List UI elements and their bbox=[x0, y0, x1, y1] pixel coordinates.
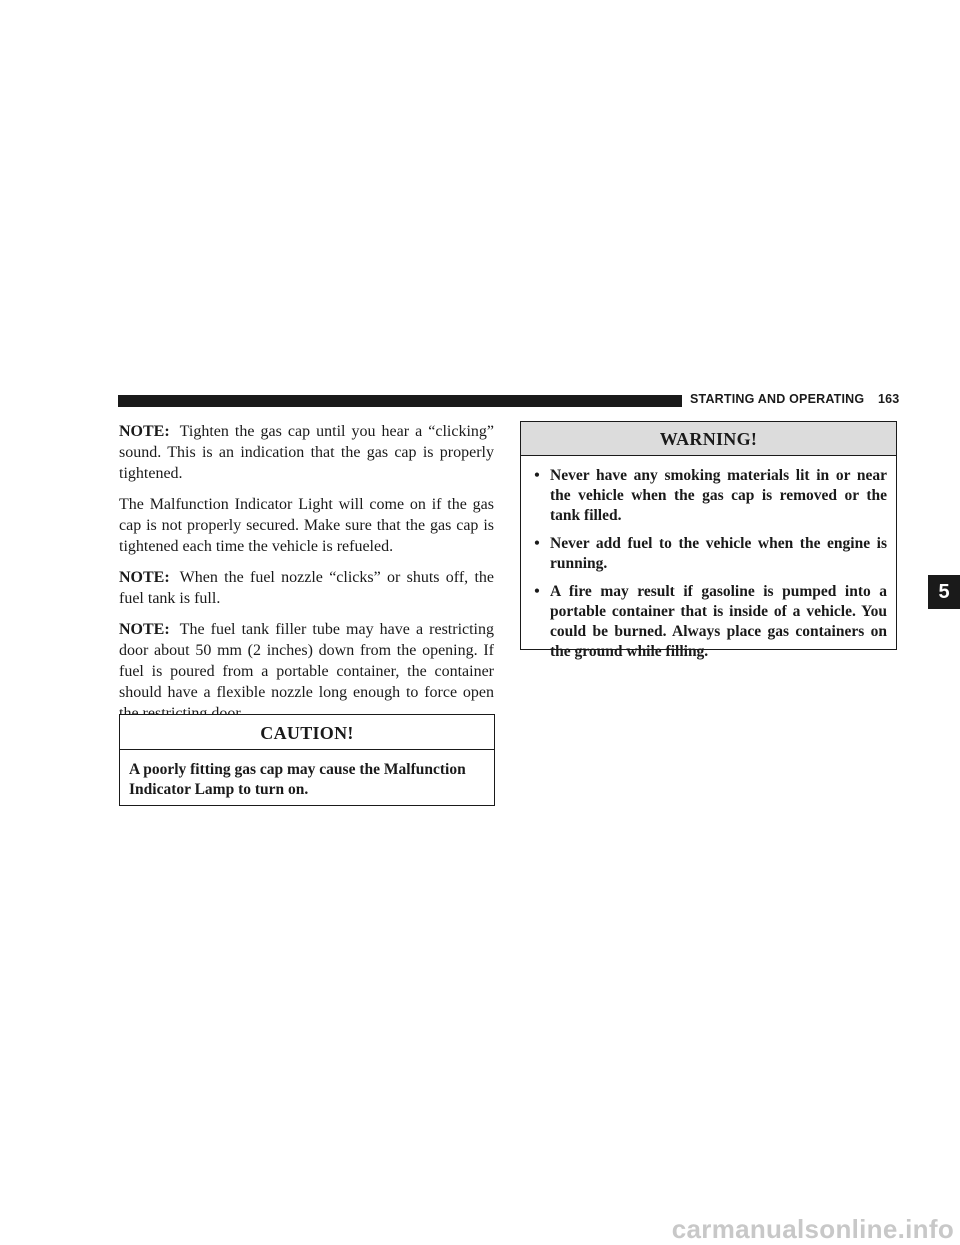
chapter-tab: 5 bbox=[928, 575, 960, 609]
note-text: When the fuel nozzle “clicks” or shuts off, the fuel tank is full. bbox=[119, 569, 494, 607]
note-label: NOTE: bbox=[119, 621, 170, 638]
running-header bbox=[690, 392, 899, 406]
bullet-icon: • bbox=[534, 583, 540, 600]
warning-item bbox=[530, 466, 887, 526]
warning-item-text: Never add fuel to the vehicle when the engine is running. bbox=[550, 535, 887, 572]
note-filler-tube bbox=[119, 619, 494, 724]
caution-title: CAUTION! bbox=[120, 715, 494, 750]
caution-box bbox=[119, 714, 495, 806]
warning-item bbox=[530, 582, 887, 662]
note-text: The fuel tank filler tube may have a restricting door about 50 mm (2 inches) down from the opening. If fuel is poured from a portable container, the container should have a flexible nozzle long enough to force open bbox=[119, 621, 494, 701]
watermark: carmanualsonline.info bbox=[671, 1214, 954, 1244]
page-number: 163 bbox=[878, 392, 900, 406]
warning-box bbox=[520, 421, 897, 660]
malfunction-indicator-paragraph: The Malfunction Indicator Light will come on if the gas cap is not properly secured. Make sure that the gas cap is tightened each time the vehicle is refueled. bbox=[119, 496, 494, 555]
warning-item-text: Never have any smoking materials lit in or near the vehicle when the gas cap is removed or the tank filled. bbox=[550, 467, 887, 524]
note-label: NOTE: bbox=[119, 423, 170, 440]
note-fuel-nozzle bbox=[119, 567, 494, 609]
warning-title: WARNING! bbox=[521, 422, 896, 456]
header-rule bbox=[118, 395, 682, 407]
note-label: NOTE: bbox=[119, 569, 170, 586]
left-column bbox=[119, 421, 494, 734]
bullet-icon: • bbox=[534, 535, 540, 552]
bullet-icon: • bbox=[534, 467, 540, 484]
warning-list bbox=[521, 456, 896, 662]
note-text: Tighten the gas cap until you hear a “clicking” sound. This is an indication that the gas cap is properly tightened. bbox=[119, 423, 494, 482]
warning-item bbox=[530, 534, 887, 574]
section-title: STARTING AND OPERATING bbox=[690, 392, 865, 406]
warning-item-text: A fire may result if gasoline is pumped into a portable container that is inside of a vehicle. You could be burned. Always place gas containers on the ground while filling. bbox=[550, 583, 887, 660]
note-tighten-gas-cap bbox=[119, 421, 494, 484]
caution-text: A poorly fitting gas cap may cause the Malfunction Indicator Lamp to turn on. bbox=[129, 761, 466, 798]
